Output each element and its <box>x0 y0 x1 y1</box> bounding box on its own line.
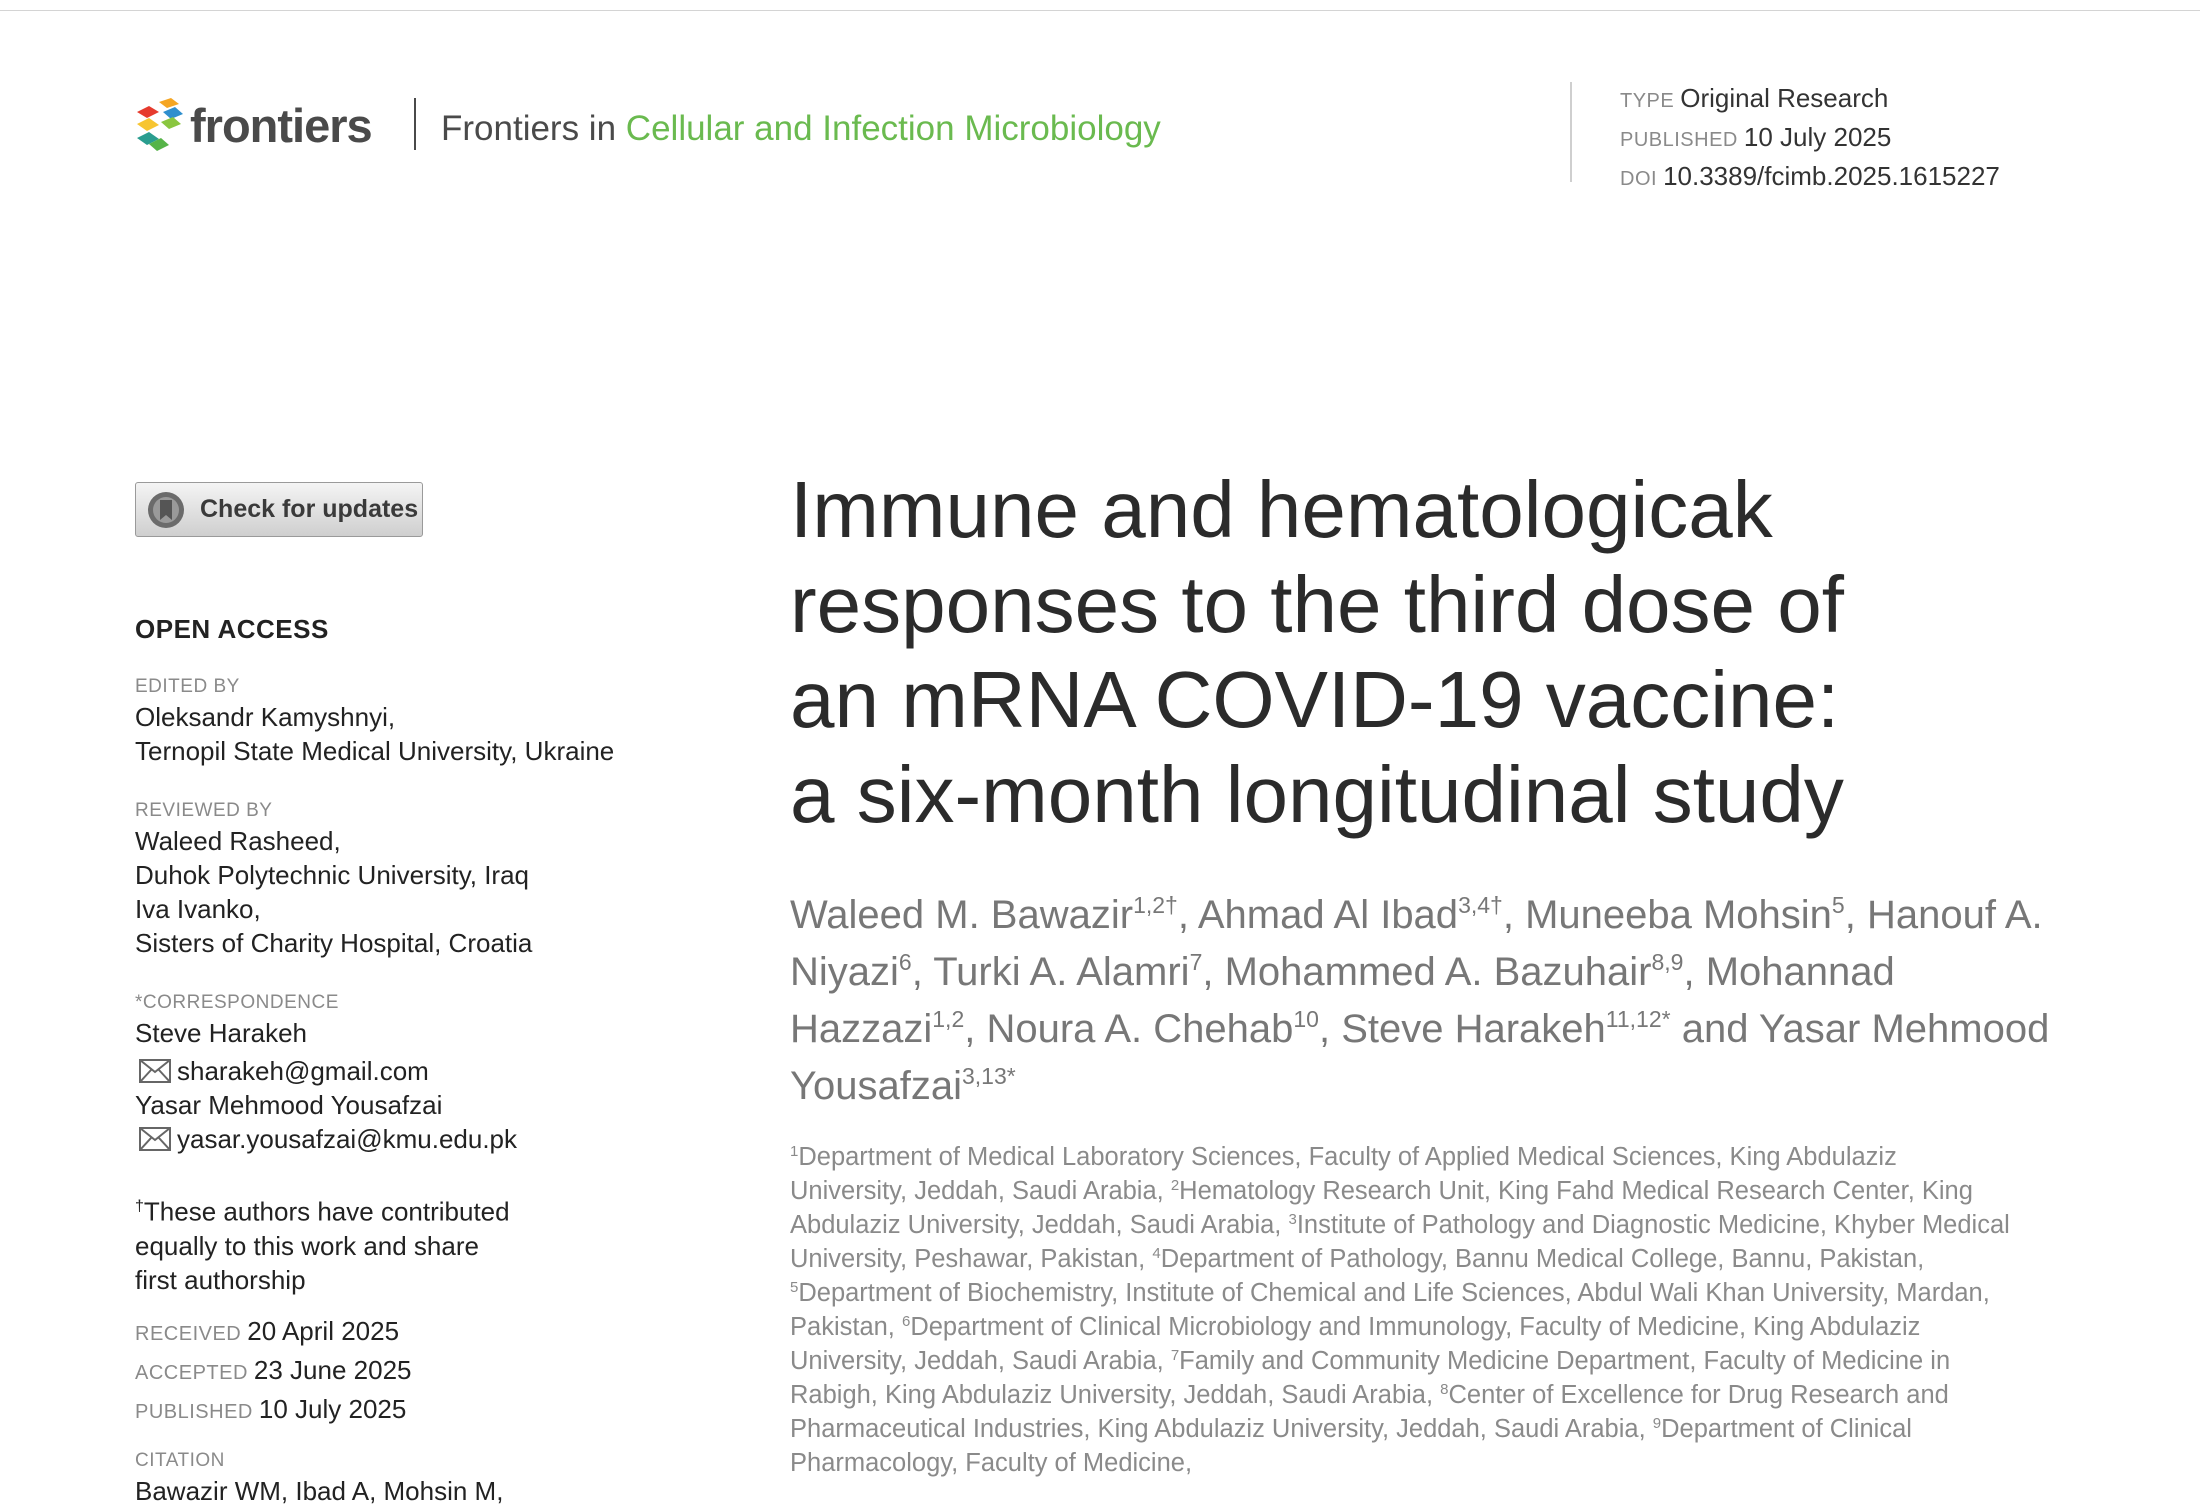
published-value: 10 July 2025 <box>1743 122 1892 152</box>
author-name[interactable]: Waleed M. Bawazir <box>790 893 1134 937</box>
author-affiliation-marker: 7 <box>1189 949 1203 975</box>
journal-title: Cellular and Infection Microbiology <box>625 109 1161 148</box>
citation-section <box>135 1448 695 1506</box>
correspondence-section <box>135 990 695 1156</box>
article-type <box>1620 80 2000 119</box>
author-separator: , <box>1177 893 1198 937</box>
correspondent-name: Yasar Mehmood Yousafzai <box>135 1090 443 1120</box>
article-meta <box>1620 80 2000 197</box>
type-label: TYPE <box>1620 90 1675 112</box>
edited-by-section <box>135 674 695 768</box>
editor-name: Oleksandr Kamyshnyi, <box>135 702 396 732</box>
author-affiliation-marker: 3,13* <box>962 1063 1016 1089</box>
email-row <box>135 1122 695 1156</box>
note-line: These authors have contributed <box>143 1196 510 1227</box>
editor-affiliation: Ternopil State Medical University, Ukraine <box>135 736 615 766</box>
author-affiliation-marker: 8,9 <box>1651 949 1684 975</box>
author-name[interactable]: Ahmad Al Ibad <box>1197 893 1459 937</box>
correspondent-name: Steve Harakeh <box>135 1018 307 1048</box>
author-affiliation-marker: 6 <box>898 949 912 975</box>
top-rule <box>0 10 2200 11</box>
author-list <box>790 887 2050 1115</box>
received-label: RECEIVED <box>135 1323 242 1345</box>
author-affiliation-marker: 1,2† <box>1133 892 1178 918</box>
author-affiliation-marker: 1,2 <box>932 1006 965 1032</box>
affiliation-text: Hematology Research Unit, King Fahd Medical Research Center, King Abdulaziz University, Jeddah, Saudi Arabia, <box>790 1177 1973 1239</box>
author-name[interactable]: Mohannad Hazzazi <box>790 950 1895 1051</box>
open-access-label: OPEN ACCESS <box>135 614 329 644</box>
check-for-updates-button[interactable] <box>135 482 423 537</box>
affiliation-text: Institute of Pathology and Diagnostic Medicine, Khyber Medical University, Peshawar, Pakistan, <box>790 1211 2010 1273</box>
author-affiliation-marker: 3,4† <box>1458 892 1503 918</box>
type-value: Original Research <box>1680 83 1889 113</box>
reviewer-affiliation: Duhok Polytechnic University, Iraq <box>135 860 530 890</box>
author-separator: , <box>911 950 934 994</box>
envelope-icon <box>139 1059 171 1083</box>
bookmark-circle-icon <box>146 490 186 530</box>
affiliation-number: 1 <box>790 1143 799 1160</box>
reviewer-affiliation: Sisters of Charity Hospital, Croatia <box>135 928 533 958</box>
author-separator: , <box>1318 1007 1342 1051</box>
author-separator: , <box>1683 950 1706 994</box>
affiliation-number: 9 <box>1652 1415 1662 1432</box>
title-line: a six-month longitudinal study <box>790 750 1844 839</box>
title-line: an mRNA COVID-19 vaccine: <box>790 655 1840 744</box>
affiliation-text: Center of Excellence for Drug Research and Pharmaceutical Industries, King Abdulaziz University, Jeddah, Saudi Arabia, <box>790 1381 1949 1443</box>
affiliation-number: 5 <box>790 1279 799 1296</box>
author-name[interactable]: Yasar Mehmood Yousafzai <box>790 1007 2050 1108</box>
citation-label: CITATION <box>135 1450 225 1471</box>
check-for-updates-label: Check for updates <box>200 495 419 523</box>
author-name[interactable]: Noura A. Chehab <box>986 1007 1294 1051</box>
published-label: PUBLISHED <box>135 1401 253 1423</box>
accepted-value: 23 June 2025 <box>253 1355 412 1385</box>
affiliation-text: Department of Biochemistry, Institute of Chemical and Life Sciences, Abdul Wali Khan University, Mardan, Pakistan, <box>790 1279 1990 1341</box>
title-line: responses to the third dose of <box>790 560 1844 649</box>
email-link[interactable]: sharakeh@gmail.com <box>177 1056 429 1086</box>
affiliation-text: Department of Clinical Microbiology and Immunology, Faculty of Medicine, King Abdulaziz University, Jeddah, Saudi Arabia, <box>790 1313 1921 1375</box>
author-separator: , <box>1202 950 1225 994</box>
affiliation-number: 4 <box>1152 1245 1161 1262</box>
meta-divider <box>1570 82 1572 182</box>
author-separator: , <box>1844 893 1867 937</box>
affiliation-number: 8 <box>1440 1381 1449 1398</box>
dagger-mark: † <box>135 1198 144 1215</box>
affiliation-text: Department of Clinical Pharmacology, Faculty of Medicine, <box>790 1415 1912 1477</box>
author-name[interactable]: Mohammed A. Bazuhair <box>1224 950 1652 994</box>
article-title <box>790 462 2060 842</box>
email-row <box>135 1054 695 1088</box>
correspondence-label: *CORRESPONDENCE <box>135 992 339 1013</box>
doi-label: DOI <box>1620 168 1658 190</box>
author-name[interactable]: Hanouf A. Niyazi <box>790 893 2043 994</box>
note-line: first authorship <box>135 1264 306 1295</box>
affiliation-text: Family and Community Medicine Department, Faculty of Medicine in Rabigh, King Abdulaziz University, Jeddah, Saudi Arabia, <box>790 1347 1951 1409</box>
reviewer-name: Waleed Rasheed, <box>135 826 341 856</box>
edited-by-label: EDITED BY <box>135 676 240 697</box>
author-separator: , <box>964 1007 987 1051</box>
published-label: PUBLISHED <box>1620 129 1738 151</box>
author-affiliation-marker: 11,12* <box>1605 1006 1671 1032</box>
author-separator: , <box>1502 893 1526 937</box>
author-affiliation-marker: 10 <box>1293 1006 1319 1032</box>
author-name[interactable]: Muneeba Mohsin <box>1525 893 1832 937</box>
reviewed-by-section <box>135 798 695 960</box>
published-value: 10 July 2025 <box>258 1394 407 1424</box>
affiliation-text: Department of Pathology, Bannu Medical College, Bannu, Pakistan, <box>1160 1245 1925 1273</box>
title-line: Immune and hematologicak <box>790 465 1773 554</box>
author-name[interactable]: Turki A. Alamri <box>933 950 1190 994</box>
note-line: equally to this work and share <box>135 1230 479 1261</box>
envelope-icon <box>139 1127 171 1151</box>
accepted-label: ACCEPTED <box>135 1362 248 1384</box>
email-link[interactable]: yasar.yousafzai@kmu.edu.pk <box>177 1124 518 1154</box>
author-name[interactable]: Steve Harakeh <box>1341 1007 1606 1051</box>
author-affiliation-marker: 5 <box>1831 892 1845 918</box>
reviewer-name: Iva Ivanko, <box>135 894 261 924</box>
affiliation-number: 2 <box>1170 1177 1180 1194</box>
history-dates <box>135 1313 695 1430</box>
author-separator: and <box>1670 1007 1759 1051</box>
doi <box>1620 158 2000 197</box>
published-date <box>1620 119 2000 158</box>
journal-name <box>441 105 1161 153</box>
affiliation-number: 6 <box>901 1313 911 1330</box>
affiliation-number: 7 <box>1170 1347 1180 1364</box>
journal-prefix: Frontiers in <box>441 109 617 148</box>
affiliations <box>790 1140 2020 1480</box>
doi-value[interactable]: 10.3389/fcimb.2025.1615227 <box>1663 161 2000 191</box>
frontiers-wordmark: frontiers <box>190 99 372 152</box>
frontiers-logo-icon <box>135 98 185 152</box>
header-divider <box>414 98 416 150</box>
received-value: 20 April 2025 <box>247 1316 400 1346</box>
authorship-note <box>135 1190 695 1297</box>
affiliation-text: Department of Medical Laboratory Sciences, Faculty of Applied Medical Sciences, King Abdulaziz University, Jeddah, Saudi Arabia, <box>790 1143 1897 1205</box>
citation-text: Bawazir WM, Ibad A, Mohsin M, <box>135 1476 504 1506</box>
affiliation-number: 3 <box>1288 1211 1297 1228</box>
reviewed-by-label: REVIEWED BY <box>135 800 273 821</box>
